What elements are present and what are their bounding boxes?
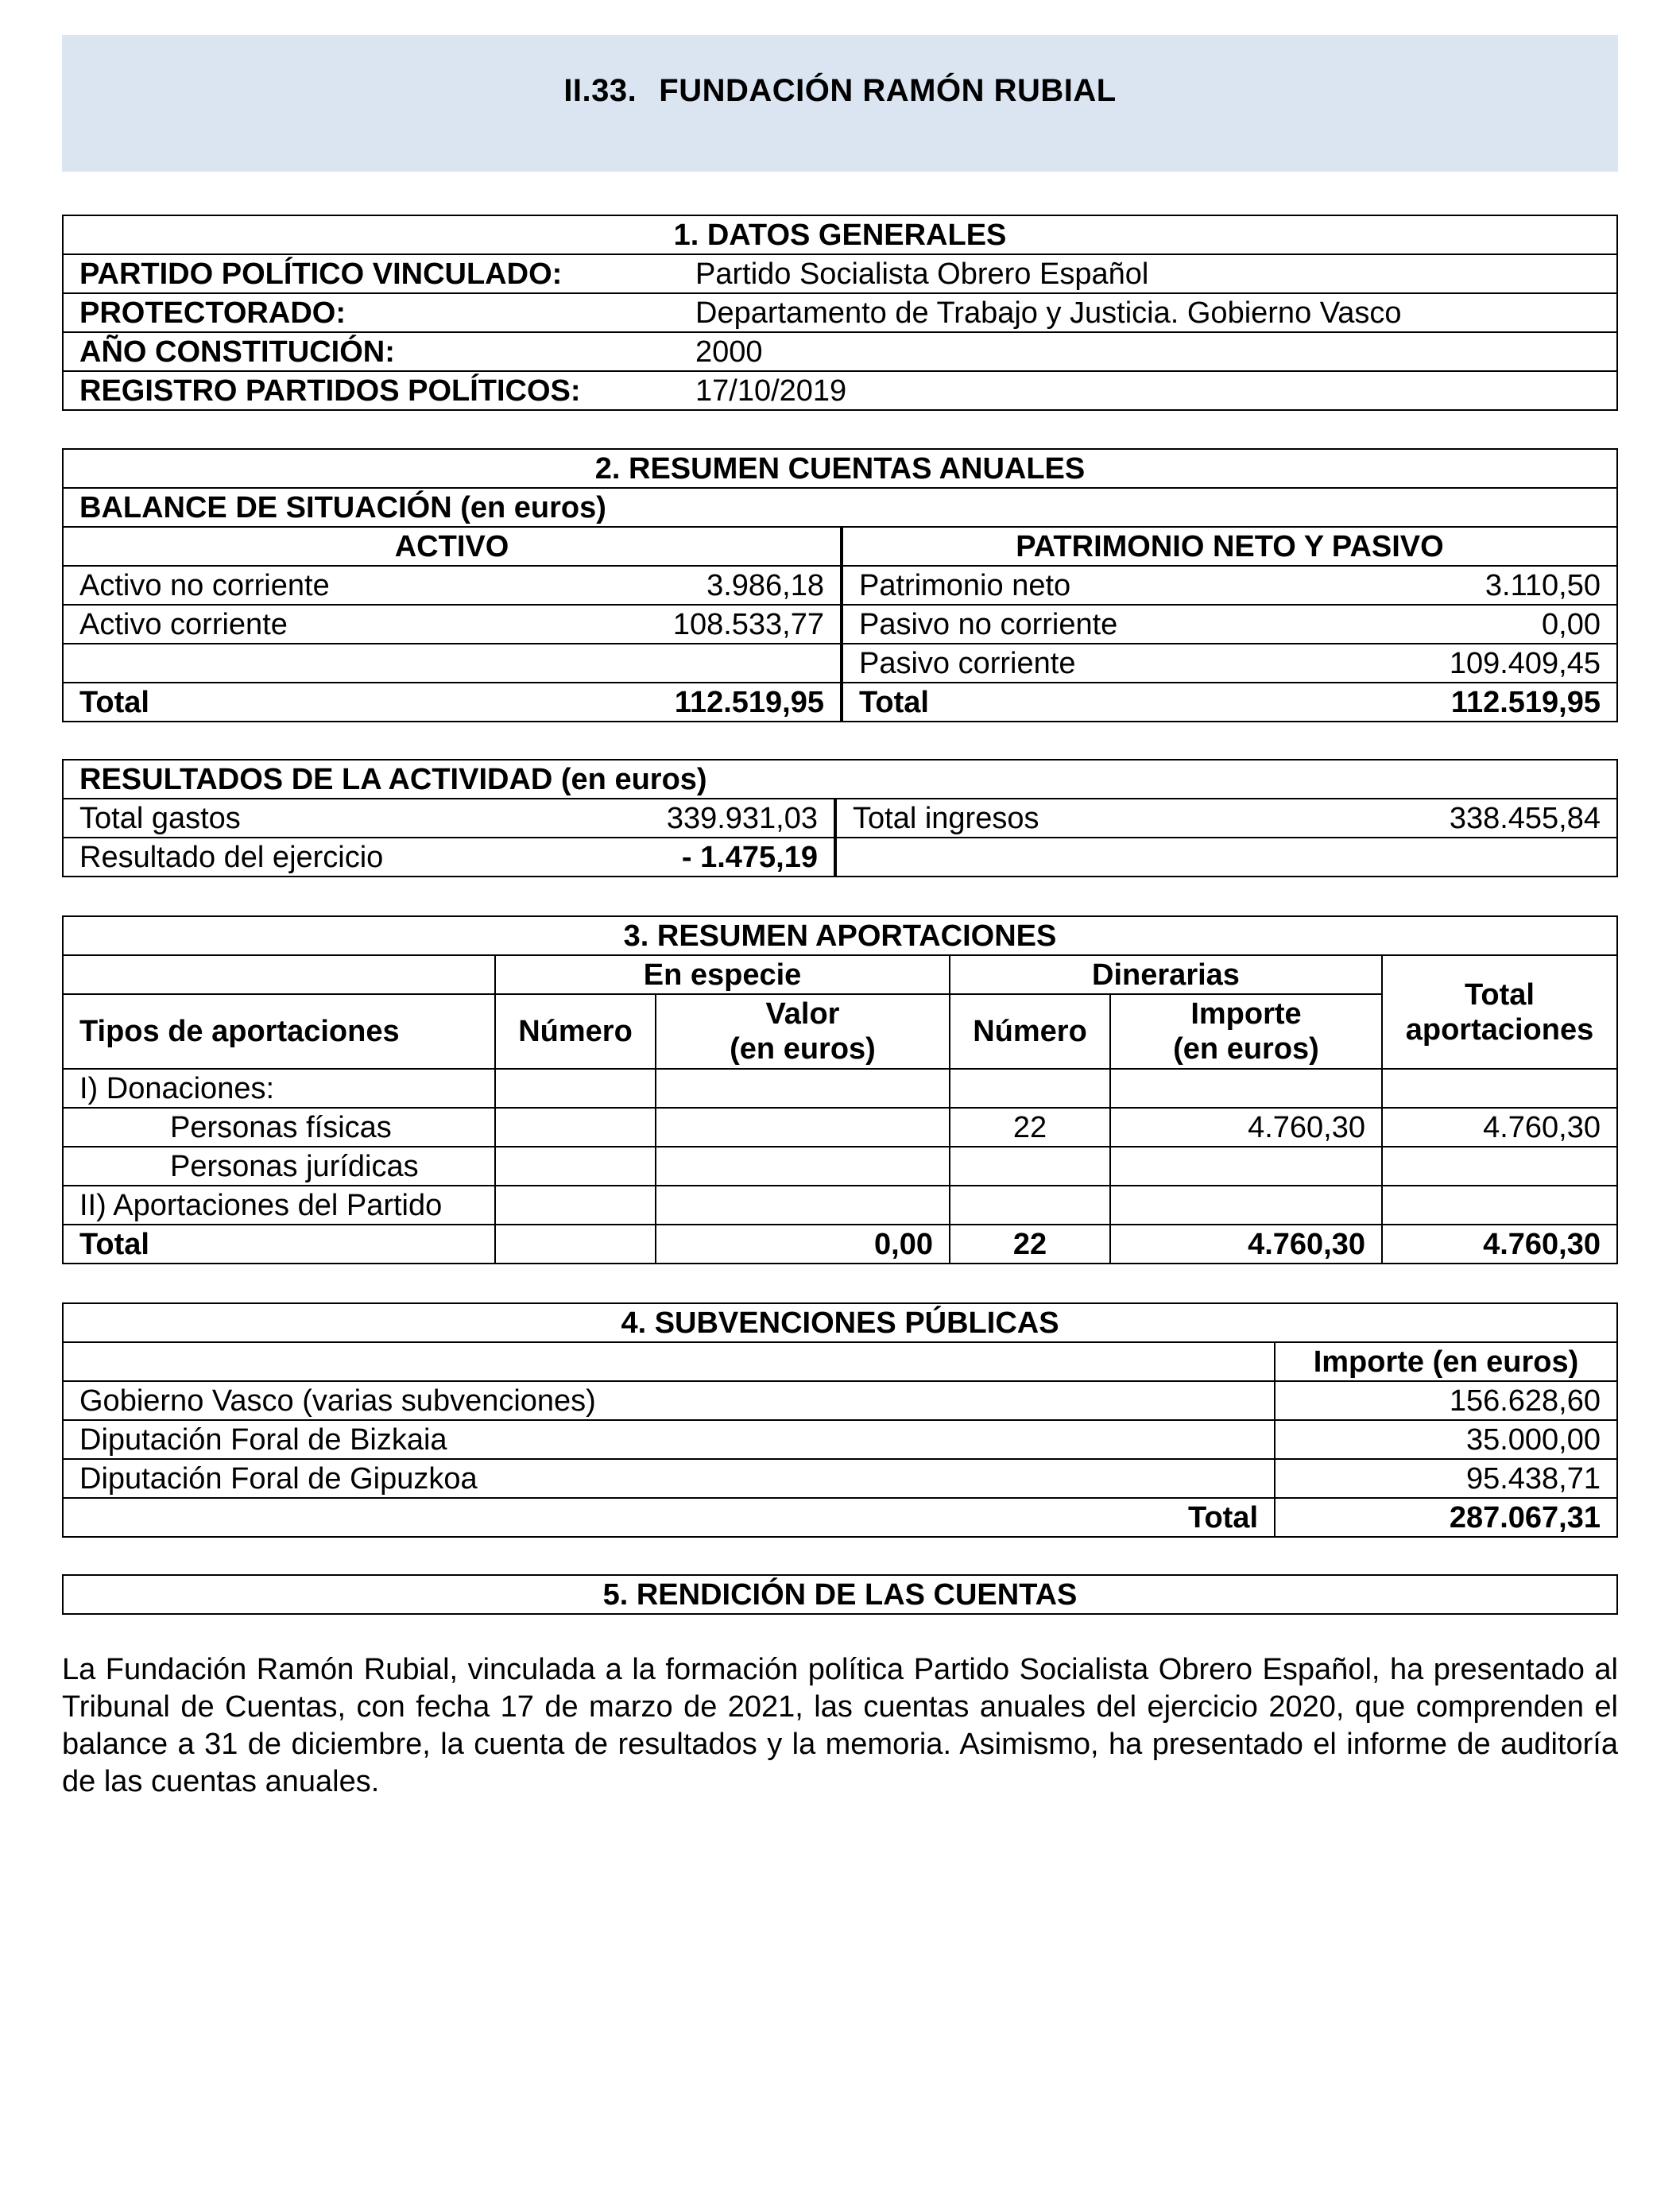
- table-row: [63, 371, 1617, 410]
- especie-valor-total: 0,00: [656, 1225, 950, 1264]
- datos-generales-title: 1. DATOS GENERALES: [63, 215, 1617, 254]
- datos-value: Departamento de Trabajo y Justicia. Gobierno Vasco: [679, 293, 1617, 332]
- subvencion-label: Gobierno Vasco (varias subvenciones): [63, 1381, 1275, 1420]
- subvenciones-total-label: Total: [63, 1498, 1275, 1537]
- section-number: II.33.: [563, 73, 637, 108]
- resultado-label: Resultado del ejercicio: [63, 838, 603, 877]
- table-row: [63, 566, 1617, 605]
- aportacion-label: I) Donaciones:: [63, 1069, 495, 1108]
- activo-value: 3.986,18: [603, 566, 842, 605]
- resumen-cuentas-title: 2. RESUMEN CUENTAS ANUALES: [63, 449, 1617, 488]
- pasivo-value: 3.110,50: [1390, 566, 1617, 605]
- datos-value: 17/10/2019: [679, 371, 1617, 410]
- datos-label: AÑO CONSTITUCIÓN:: [63, 332, 679, 371]
- especie-valor-cell: [656, 1069, 950, 1108]
- especie-numero-header: Número: [495, 994, 656, 1069]
- section-header-band: [62, 35, 1618, 172]
- aportaciones-title: 3. RESUMEN APORTACIONES: [63, 916, 1617, 955]
- table-row: [63, 838, 1617, 877]
- empty-cell: [835, 838, 1617, 877]
- dinerarias-numero-cell: [950, 1186, 1110, 1225]
- resultados-table: [62, 759, 1618, 877]
- empty-cell: [63, 644, 603, 683]
- empty-cell: [63, 955, 495, 994]
- table-row: [63, 1420, 1617, 1459]
- en-especie-header: En especie: [495, 955, 950, 994]
- especie-numero-cell: [495, 1108, 656, 1147]
- dinerarias-importe-cell: [1110, 1069, 1382, 1108]
- aportaciones-total-value: 4.760,30: [1382, 1225, 1617, 1264]
- pasivo-label: Pasivo no corriente: [842, 605, 1390, 644]
- especie-numero-cell: [495, 1186, 656, 1225]
- dinerarias-numero-cell: [950, 1069, 1110, 1108]
- resultados-title: RESULTADOS DE LA ACTIVIDAD (en euros): [63, 760, 1617, 799]
- total-aportaciones-header: [1382, 955, 1617, 1069]
- gastos-label: Total gastos: [63, 799, 603, 838]
- aportacion-label: Personas jurídicas: [63, 1147, 495, 1186]
- subvencion-value: 35.000,00: [1275, 1420, 1617, 1459]
- subvenciones-title: 4. SUBVENCIONES PÚBLICAS: [63, 1303, 1617, 1342]
- total-cell: [1382, 1069, 1617, 1108]
- total-cell: 4.760,30: [1382, 1108, 1617, 1147]
- subvencion-value: 156.628,60: [1275, 1381, 1617, 1420]
- pasivo-total-label: Total: [842, 683, 1390, 722]
- aportaciones-total-label: Total: [63, 1225, 495, 1264]
- activo-header: ACTIVO: [63, 527, 842, 566]
- especie-valor-cell: [656, 1186, 950, 1225]
- pasivo-value: 109.409,45: [1390, 644, 1617, 683]
- importe-header-line1: Importe: [1190, 997, 1302, 1031]
- datos-generales-table: [62, 215, 1618, 411]
- empty-cell: [603, 644, 842, 683]
- section-title: FUNDACIÓN RAMÓN RUBIAL: [659, 73, 1117, 108]
- table-row: [63, 1459, 1617, 1498]
- especie-valor-cell: [656, 1147, 950, 1186]
- aportaciones-table: [62, 915, 1618, 1264]
- total-header-line2: aportaciones: [1405, 1012, 1594, 1047]
- rendicion-title: 5. RENDICIÓN DE LAS CUENTAS: [63, 1575, 1617, 1614]
- activo-label: Activo corriente: [63, 605, 603, 644]
- total-cell: [1382, 1147, 1617, 1186]
- activo-total-label: Total: [63, 683, 603, 722]
- dinerarias-importe-cell: [1110, 1186, 1382, 1225]
- datos-label: REGISTRO PARTIDOS POLÍTICOS:: [63, 371, 679, 410]
- table-row: [63, 1069, 1617, 1108]
- dinerarias-numero-cell: [950, 1147, 1110, 1186]
- table-row: [63, 605, 1617, 644]
- total-header-line1: Total: [1465, 977, 1535, 1012]
- dinerarias-importe-cell: [1110, 1147, 1382, 1186]
- subvencion-label: Diputación Foral de Gipuzkoa: [63, 1459, 1275, 1498]
- pasivo-label: Pasivo corriente: [842, 644, 1390, 683]
- valor-header: [656, 994, 950, 1069]
- dinerarias-header: Dinerarias: [950, 955, 1382, 994]
- dinerarias-numero-cell: 22: [950, 1108, 1110, 1147]
- table-row: [63, 683, 1617, 722]
- pasivo-value: 0,00: [1390, 605, 1617, 644]
- gastos-value: 339.931,03: [603, 799, 835, 838]
- dinerarias-numero-total: 22: [950, 1225, 1110, 1264]
- activo-value: 108.533,77: [603, 605, 842, 644]
- table-row: [63, 1186, 1617, 1225]
- especie-numero-cell: [495, 1069, 656, 1108]
- datos-label: PROTECTORADO:: [63, 293, 679, 332]
- pasivo-header: PATRIMONIO NETO Y PASIVO: [842, 527, 1617, 566]
- table-row: [63, 332, 1617, 371]
- resultado-value: - 1.475,19: [603, 838, 835, 877]
- activo-total-value: 112.519,95: [603, 683, 842, 722]
- table-row: [63, 1381, 1617, 1420]
- table-row: [63, 1147, 1617, 1186]
- valor-header-line2: (en euros): [730, 1032, 876, 1066]
- aportacion-label: II) Aportaciones del Partido: [63, 1186, 495, 1225]
- importe-header: Importe (en euros): [1275, 1342, 1617, 1381]
- rendicion-table: [62, 1574, 1618, 1615]
- rendicion-paragraph: La Fundación Ramón Rubial, vinculada a la formación política Partido Socialista Obrero Español, ha presentado al Tribunal de Cuentas, con fecha 17 de marzo de 2021, las cuentas anuales del ejercicio 2020, que comprenden el balance a 31 de diciembre, la cuenta de resultados y la memoria. Asimismo, ha presentado el informe de auditoría de las cuentas anuales.: [62, 1653, 1618, 1798]
- dinerarias-importe-cell: 4.760,30: [1110, 1108, 1382, 1147]
- datos-value: Partido Socialista Obrero Español: [679, 254, 1617, 293]
- activo-label: Activo no corriente: [63, 566, 603, 605]
- table-row: [63, 799, 1617, 838]
- table-row: [63, 1225, 1617, 1264]
- subvenciones-table: [62, 1302, 1618, 1538]
- page: [62, 35, 1618, 1831]
- dinerarias-numero-header: Número: [950, 994, 1110, 1069]
- page-title: [563, 73, 1116, 172]
- especie-numero-cell: [495, 1147, 656, 1186]
- aportacion-label: Personas físicas: [63, 1108, 495, 1147]
- subvencion-value: 95.438,71: [1275, 1459, 1617, 1498]
- dinerarias-importe-total: 4.760,30: [1110, 1225, 1382, 1264]
- pasivo-label: Patrimonio neto: [842, 566, 1390, 605]
- table-row: [63, 1498, 1617, 1537]
- valor-header-line1: Valor: [765, 997, 840, 1031]
- balance-title: BALANCE DE SITUACIÓN (en euros): [63, 488, 1617, 527]
- importe-header-line2: (en euros): [1173, 1032, 1319, 1066]
- tipos-header: Tipos de aportaciones: [63, 994, 495, 1069]
- total-cell: [1382, 1186, 1617, 1225]
- importe-header: [1110, 994, 1382, 1069]
- ingresos-label: Total ingresos: [835, 799, 1390, 838]
- empty-cell: [63, 1342, 1275, 1381]
- subvencion-label: Diputación Foral de Bizkaia: [63, 1420, 1275, 1459]
- resumen-cuentas-table: [62, 448, 1618, 722]
- table-row: [63, 254, 1617, 293]
- table-row: [63, 644, 1617, 683]
- datos-value: 2000: [679, 332, 1617, 371]
- datos-label: PARTIDO POLÍTICO VINCULADO:: [63, 254, 679, 293]
- ingresos-value: 338.455,84: [1390, 799, 1617, 838]
- pasivo-total-value: 112.519,95: [1390, 683, 1617, 722]
- table-row: [63, 1108, 1617, 1147]
- especie-numero-total: [495, 1225, 656, 1264]
- subvenciones-total-value: 287.067,31: [1275, 1498, 1617, 1537]
- table-row: [63, 293, 1617, 332]
- especie-valor-cell: [656, 1108, 950, 1147]
